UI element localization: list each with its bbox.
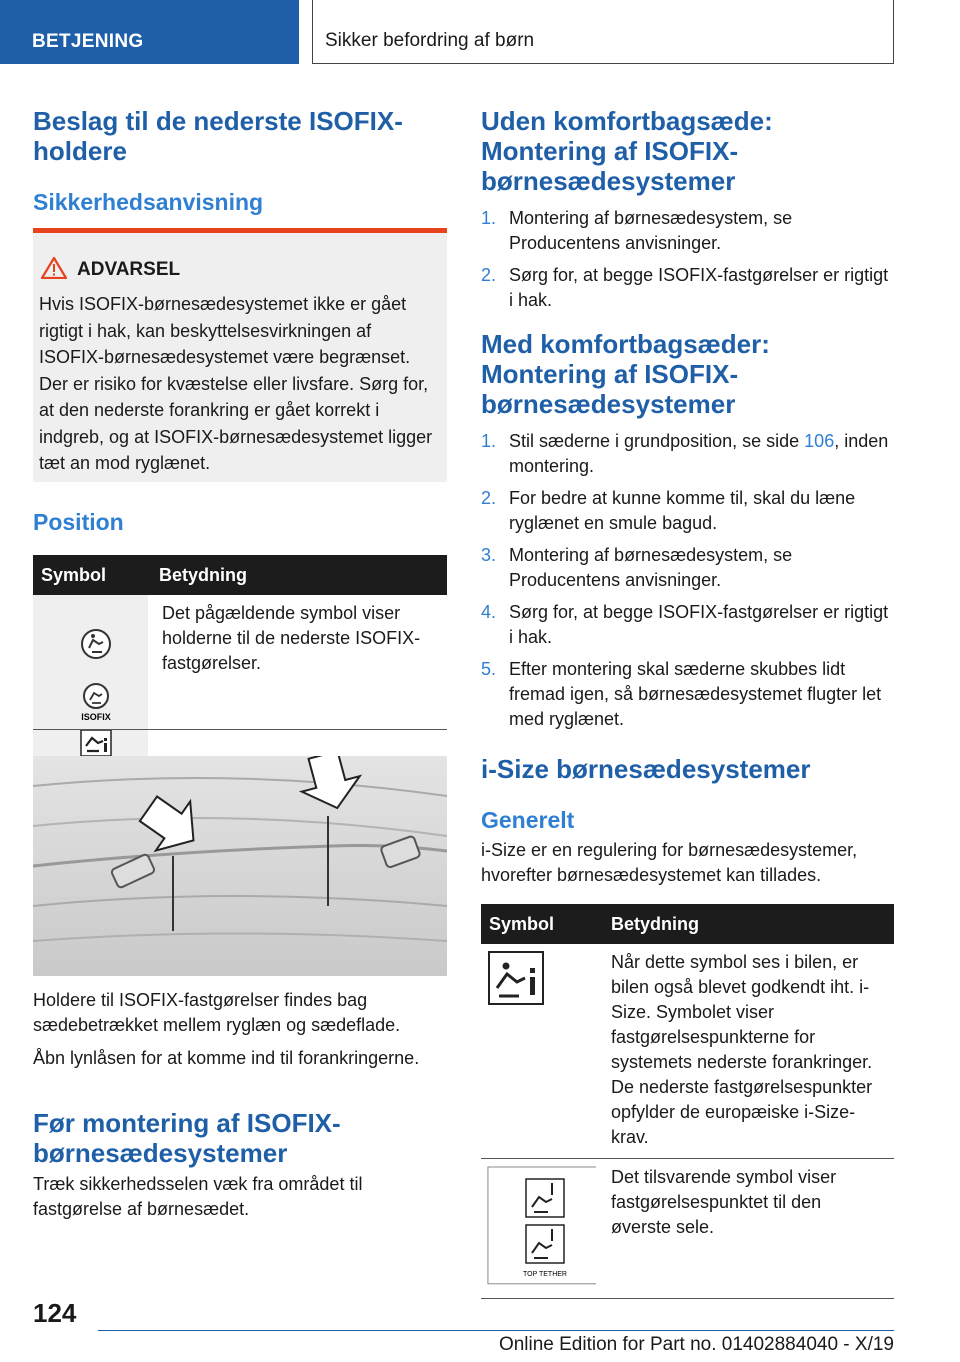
chapter-label: Sikker befordring af børn: [325, 30, 535, 51]
general-text: i-Size er en regulering for børnesædesystemer, hvorefter børnesædesystemet kan tillades.: [481, 840, 858, 885]
table-rule: [33, 729, 447, 730]
top-tether-label: TOP TETHER: [523, 1271, 567, 1278]
chapter-tab: [312, 0, 894, 64]
isofix-symbol-cell: [33, 595, 151, 770]
section-tab: [0, 0, 299, 64]
list-item: 1. Stil sæderne i grundposition, se side 106, inden montering.: [481, 431, 889, 476]
warning-text: Hvis ISOFIX-børnesædesystemet ikke er gået rigtigt i hak, kan beskyttelsesvirkningen af ISOFIX-børnesædesystemet være begrænset. Der er risiko for kvæstelse eller livsfare. Sørg for, at den nederste forankring er gået korrekt i indgreb, og at ISOFIX-børnesædesystemet ligger tæt an mod ryglænet.: [39, 294, 433, 473]
isize-heading: i-Size børnesædesystemer: [481, 754, 811, 784]
caption-2: Åbn lynlåsen for at komme ind til forankringerne.: [33, 1048, 420, 1068]
isize-icon: [482, 950, 596, 1010]
warning-box: [33, 228, 447, 482]
page-link-106[interactable]: 106: [804, 431, 835, 451]
isize-symbol-cell: [481, 944, 603, 1159]
caption-1: Holdere til ISOFIX-fastgørelser findes bag sædebetrækket mellem ryglæn og sædeflade.: [33, 990, 401, 1035]
footer-rule: [98, 1330, 894, 1331]
list-item: 2. Sørg for, at begge ISOFIX-fastgørelser er rigtigt i hak.: [481, 265, 889, 310]
page-number: 124: [33, 1298, 77, 1328]
page-title: Beslag til de nederste ISOFIX-holdere: [33, 106, 403, 166]
position-heading: Position: [33, 509, 124, 535]
before-mounting-text: Træk sikkerhedsselen væk fra området til fastgørelse af børnesædet.: [33, 1174, 363, 1219]
section-label: BETJENING: [32, 31, 144, 52]
top-tether-icon: [482, 1165, 596, 1291]
table-header-symbol: Symbol: [33, 555, 151, 595]
isize-symbol-table: [481, 904, 894, 1299]
isofix-seat-illustration: [33, 756, 447, 976]
before-mounting-heading: Før montering af ISOFIX-børnesædesystemer: [33, 1108, 341, 1168]
right-column: [481, 106, 894, 888]
warning-title: ADVARSEL: [77, 259, 181, 280]
table-header-meaning: Betydning: [151, 555, 447, 595]
without-comfort-heading: Uden komfortbagsæde: Montering af ISOFIX-børnesædesystemer: [481, 106, 773, 196]
table-header-meaning: Betydning: [603, 904, 894, 944]
warning-icon: [41, 257, 67, 279]
left-title-block: [33, 106, 447, 216]
list-item: 5. Efter montering skal sæderne skubbes lidt fremad igen, så børnesædesystemet flugter let med ryglænet.: [481, 659, 882, 729]
general-heading: Generelt: [481, 807, 575, 833]
top-tether-symbol-cell: [481, 1159, 603, 1299]
car-seat-image: [33, 756, 447, 976]
top-tether-meaning-cell: Det tilsvarende symbol viser fastgørelsespunktet til den øverste sele.: [603, 1159, 894, 1299]
isofix-symbol-table: [33, 555, 447, 770]
edition-footer: Online Edition for Part no. 01402884040 - X/19: [498, 1334, 894, 1355]
list-item: 4. Sørg for, at begge ISOFIX-fastgørelser er rigtigt i hak.: [481, 602, 889, 647]
list-item: 1. Montering af børnesædesystem, se Producentens anvisninger.: [481, 208, 793, 253]
isofix-symbols-icon: [34, 596, 144, 764]
isize-meaning-cell: Når dette symbol ses i bilen, er bilen også blevet godkendt iht. i-Size. Symbolet viser fastgørelsespunkterne for systemets nederste forankringer. De nederste fastgørelsespunkter opfylder de europæiske i-Size-krav.: [603, 944, 894, 1159]
table-header-symbol: Symbol: [481, 904, 603, 944]
with-comfort-heading: Med komfortbagsæder: Montering af ISOFIX-børnesædesystemer: [481, 329, 770, 419]
with-comfort-steps: [481, 429, 894, 732]
without-comfort-steps: [481, 206, 894, 313]
list-item: 3. Montering af børnesædesystem, se Producentens anvisninger.: [481, 545, 793, 590]
safety-heading: Sikkerhedsanvisning: [33, 189, 264, 215]
isofix-label: ISOFIX: [81, 712, 111, 722]
list-item: 2. For bedre at kunne komme til, skal du læne ryglænet en smule bagud.: [481, 488, 856, 533]
isofix-meaning-cell: Det pågældende symbol viser holderne til de nederste ISOFIX-fastgørelser.: [162, 603, 421, 673]
